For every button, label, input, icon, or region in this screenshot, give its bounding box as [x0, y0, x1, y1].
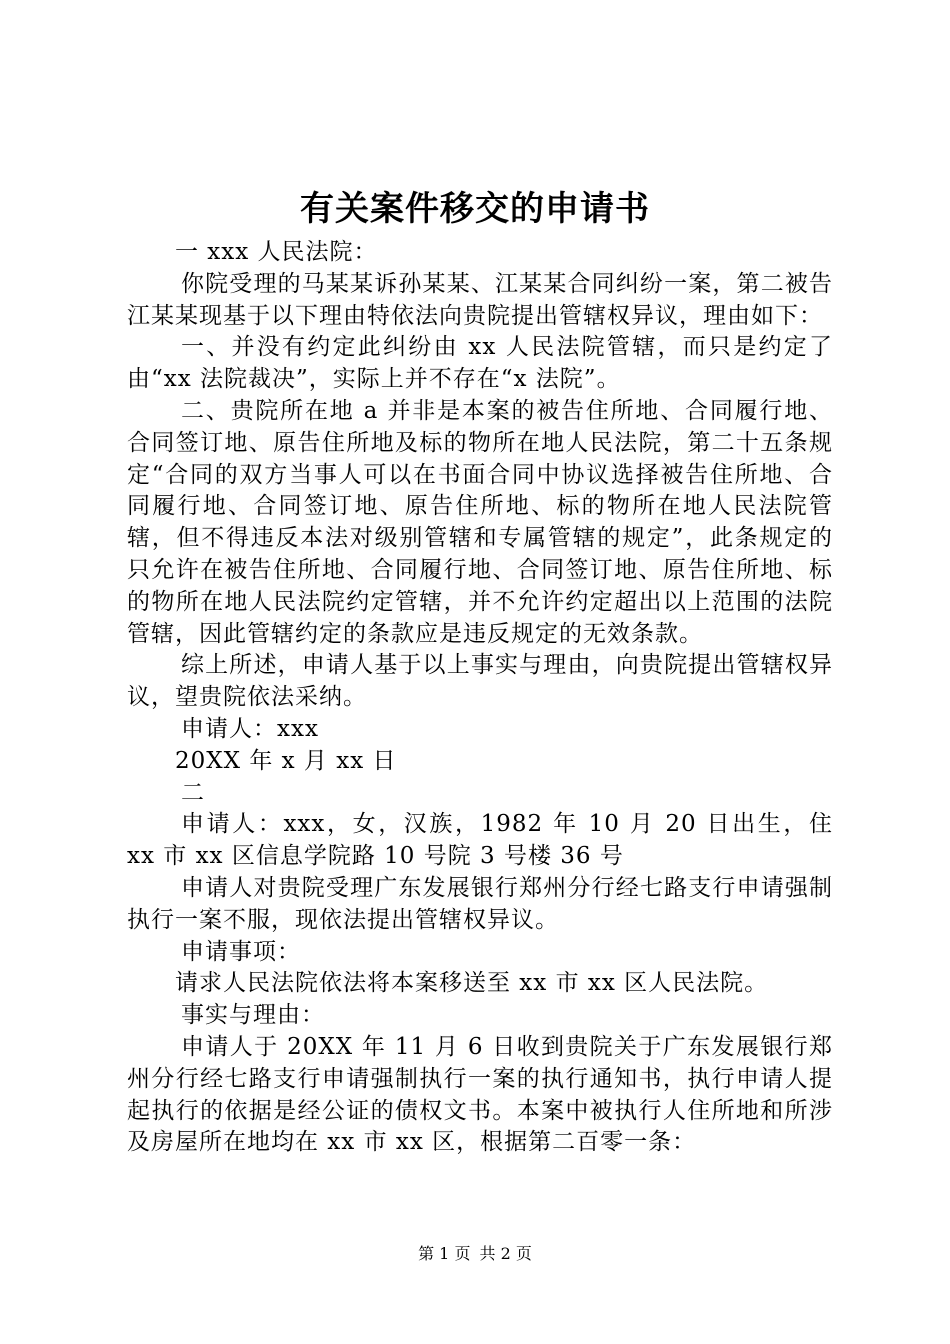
section-number: 二: [181, 779, 205, 806]
page-total: 共 2 页: [479, 1244, 532, 1263]
document-body: [127, 237, 833, 1159]
addressee-line: 一 xxx 人民法院：: [175, 239, 378, 265]
applicant-signature: 申请人：xxx: [181, 715, 319, 742]
section-heading: 事实与理由：: [181, 1002, 325, 1029]
document-title: 有关案件移交的申请书: [300, 189, 650, 229]
signature-date: 20XX 年 x 月 xx 日: [175, 747, 397, 774]
body-paragraph: 申请人于 20XX 年 11 月 6 日收到贵院关于广东发展银行郑州分行经七路支行申请强制执行一案的执行通知书，执行申请人提起执行的依据是经公证的债权文书。本案中被执行人住所地和所涉及房屋所在地均在 xx 市 xx 区，根据第二百零一条：: [127, 1033, 833, 1156]
body-paragraph: 综上所述，申请人基于以上事实与理由，向贵院提出管辖权异议，望贵院依法采纳。: [127, 652, 833, 711]
body-paragraph: 一、并没有约定此纠纷由 xx 人民法院管辖，而只是约定了由“xx 法院裁决”，实际上并不存在“x 法院”。: [127, 334, 833, 393]
body-paragraph: 申请人对贵院受理广东发展银行郑州分行经七路支行申请强制执行一案不服，现依法提出管辖权异议。: [127, 874, 833, 933]
body-paragraph: 申请人：xxx，女，汉族，1982 年 10 月 20 日出生，住 xx 市 xx 区信息学院路 10 号院 3 号楼 36 号: [127, 811, 833, 870]
body-paragraph: 你院受理的马某某诉孙某某、江某某合同纠纷一案，第二被告江某某现基于以下理由特依法向贵院提出管辖权异议，理由如下：: [127, 270, 833, 329]
section-heading: 申请事项：: [181, 938, 301, 965]
page-number: 第 1 页: [418, 1244, 471, 1263]
page-footer: [0, 1243, 950, 1265]
body-paragraph: 请求人民法院依法将本案移送至 xx 市 xx 区人民法院。: [175, 970, 769, 997]
body-paragraph: 二、贵院所在地 a 并非是本案的被告住所地、合同履行地、合同签订地、原告住所地及标的物所在地人民法院，第二十五条规定“合同的双方当事人可以在书面合同中协议选择被告住所地、合同履行地、合同签订地、原告住所地、标的物所在地人民法院管辖，但不得违反本法对级别管辖和专属管辖的规定”，此条规定的只允许在被告住所地、合同履行地、合同签订地、原告住所地、标的物所在地人民法院约定管辖，并不允许约定超出以上范围的法院管辖，因此管辖约定的条款应是违反规定的无效条款。: [127, 397, 833, 647]
